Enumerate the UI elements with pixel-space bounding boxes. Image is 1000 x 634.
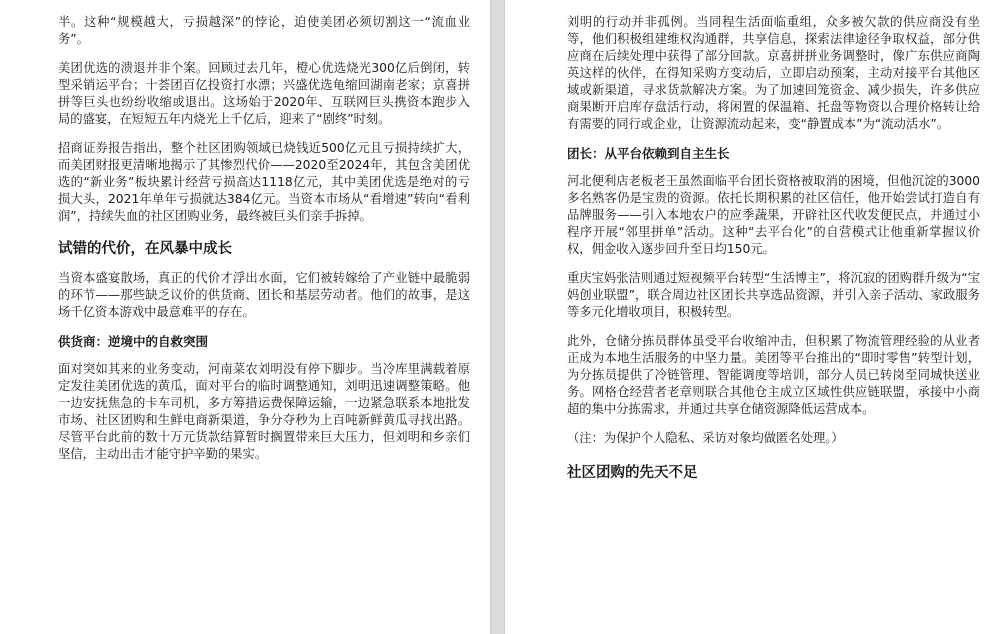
section-heading: 试错的代价，在风暴中成长 xyxy=(58,241,232,257)
paragraph: 招商证券报告指出，整个社区团购领域已烧钱近500亿元且亏损持续扩大，而美团财报更清晰地揭示了其惨烈代价——2020至2024年，其包含美团优选的“新业务”板块累计经营亏损高达1118亿元，其中美团优选是绝对的亏损大头，2021年单年亏损就达384亿元。当资本市场从“看增速”转向“看利润”，持续失血的社区团购业务，最终被巨头们亲手拆掉。 xyxy=(58,141,470,223)
subsection-heading: 供货商：逆境中的自救突围 xyxy=(58,334,209,349)
privacy-note: （注：为保护个人隐私、采访对象均做匿名处理。） xyxy=(567,431,844,445)
section-heading: 社区团购的先天不足 xyxy=(567,465,698,481)
document-page-left xyxy=(0,0,490,634)
document-page-right xyxy=(505,0,1000,634)
paragraph: 当资本盛宴散场，真正的代价才浮出水面，它们被转嫁给了产业链中最脆弱的环节——那些缺乏议价的供货商、团长和基层劳动者。他们的故事，是这场千亿资本游戏中最意难平的存在。 xyxy=(58,271,470,319)
subsection-heading: 团长：从平台依赖到自主生长 xyxy=(567,146,730,161)
paragraph: 面对突如其来的业务变动，河南菜农刘明没有停下脚步。当冷库里满载着原定发往美团优选的黄瓜，面对平台的临时调整通知，刘明迅速调整策略。他一边安抚焦急的卡车司机，多方筹措运费保障运输，一边紧急联系本地批发市场、社区团购和生鲜电商新渠道，争分夺秒为上百吨新鲜黄瓜寻找出路。尽管平台此前的数十万元货款结算暂时搁置带来巨大压力，但刘明和乡亲们坚信，主动出击才能守护辛勤的果实。 xyxy=(58,362,470,461)
paragraph: 重庆宝妈张洁则通过短视频平台转型“生活博主”，将沉寂的团购群升级为“宝妈创业联盟”，联合周边社区团长共享选品资源，并引入亲子活动、家政服务等多元化增收项目，积极转型。 xyxy=(567,271,980,319)
paragraph: 美团优选的溃退并非个案。回顾过去几年，橙心优选烧光300亿后倒闭，转型采销运平台；十荟团百亿投资打水漂；兴盛优选龟缩回湖南老家；京喜拼拼等巨头也纷纷收缩或退出。这场始于2020年、互联网巨头携资本跑步入局的盛宴，在短短五年内烧光上千亿后，迎来了“剧终”时刻。 xyxy=(58,61,470,126)
paragraph: 此外，仓储分拣员群体虽受平台收缩冲击，但积累了物流管理经验的从业者正成为本地生活服务的中坚力量。美团等平台推出的“即时零售”转型计划，为分拣员提供了冷链管理、智能调度等培训，部分人员已转岗至同城快送业务。网格仓经营者老章则联合其他仓主成立区域性供应链联盟，承接中小商超的集中分拣需求，并通过共享仓储资源降低运营成本。 xyxy=(567,334,980,416)
paragraph: 半。这种“规模越大，亏损越深”的悖论，迫使美团必须切割这一“流血业务”。 xyxy=(58,15,470,46)
paragraph: 刘明的行动并非孤例。当同程生活面临重组，众多被欠款的供应商没有坐等，他们积极组建维权沟通群，共享信息，探索法律途径争取权益，部分供应商在后续处理中获得了部分回款。京喜拼拼业务调整时，像广东供应商陶英这样的伙伴，在得知采购方变动后，立即启动预案，主动对接平台其他区域或新渠道，寻求货款解决方案。为了加速回笼资金、减少损失，许多供应商果断开启库存盘活行动，将闲置的保温箱、托盘等物资以合理价格转让给有需要的同行或企业，让资源流动起来，变“静置成本”为“流动活水”。 xyxy=(567,15,980,131)
paragraph: 河北便利店老板老王虽然面临平台团长资格被取消的困境，但他沉淀的3000多名熟客仍是宝贵的资源。依托长期积累的社区信任，他开始尝试打造自有品牌服务——引入本地农户的应季蔬果，开辟社区代收发便民点，并通过小程序开展“邻里拼单”活动。这种“去平台化”的自营模式让他重新掌握议价权，佣金收入逐步回升至日均150元。 xyxy=(567,174,980,256)
page-divider xyxy=(490,0,505,634)
